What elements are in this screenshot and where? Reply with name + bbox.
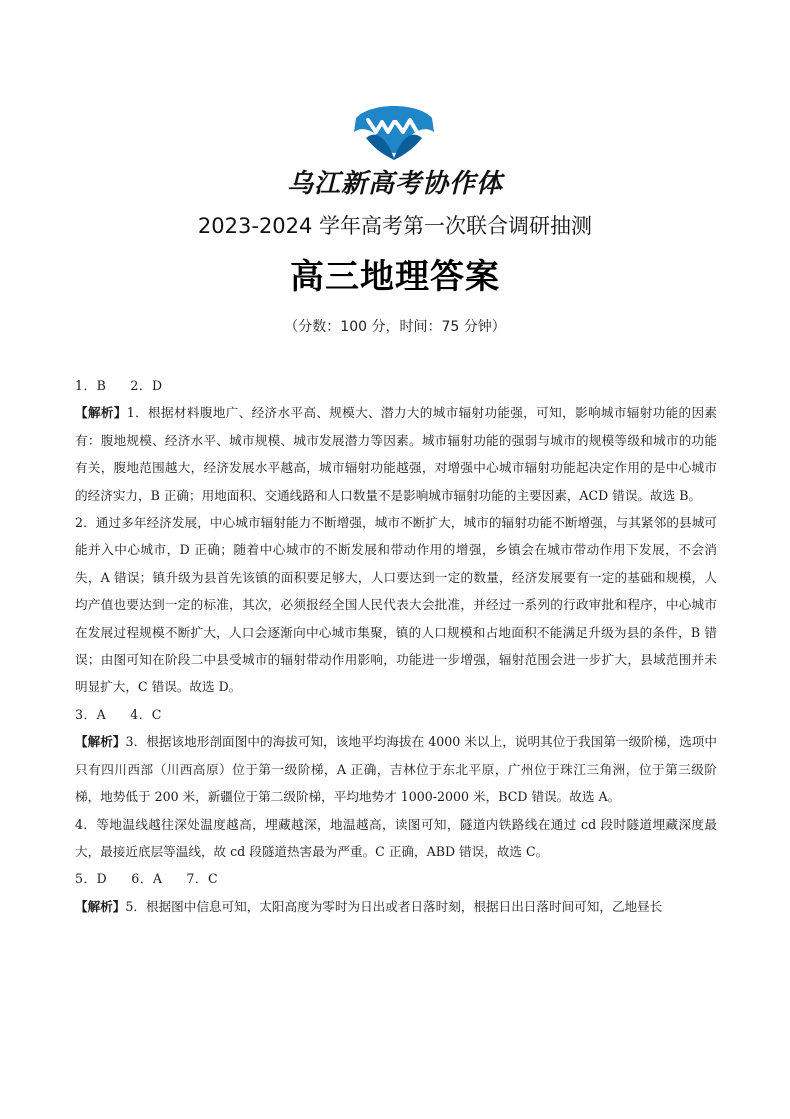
explanation-paragraph: 4．等地温线越往深处温度越高，埋藏越深，地温越高，读图可知，隧道内铁路线在通过 cd 段时隧道埋藏深度最大，最接近底层等温线，故 cd 段隧道热害最为严重。C 正确，ABD 错误，故选 C。 xyxy=(75,816,717,859)
answer-key-line xyxy=(75,865,717,892)
brand-name: 乌江新高考协作体 xyxy=(286,169,503,199)
answer-key-line xyxy=(75,372,717,399)
answer-content xyxy=(75,372,717,920)
answer-key: 3．A xyxy=(75,706,107,722)
answer-key: 5．D xyxy=(75,871,108,887)
answer-key: 7．C xyxy=(186,871,219,887)
explanation-text: 3．根据该地形剖面图中的海拔可知，该地平均海拔在 4000 米以上，说明其位于我国第一级阶梯，选项中只有四川西部（川西高原）位于第一级阶梯，A 正确，吉林位于东北平原，广州位于珠江三角洲，位于第三级阶梯，地势低于 200 米，新疆位于第二级阶梯，平均地势才 1000-2000 米，BCD 错误。故选 A。 xyxy=(75,734,717,805)
answer-key-line xyxy=(75,701,717,728)
explanation-paragraph xyxy=(75,893,717,920)
answer-key: 6．A xyxy=(131,871,163,887)
explanation-paragraph xyxy=(75,728,717,810)
page-title: 高三地理答案 xyxy=(290,257,500,297)
explanation-text: 5．根据图中信息可知，太阳高度为零时为日出或者日落时刻，根据日出日落时间可知，乙地昼长 xyxy=(125,898,663,914)
analysis-tag: 【解析】 xyxy=(75,898,126,914)
analysis-tag: 【解析】 xyxy=(75,405,127,421)
answer-key: 2．D xyxy=(130,378,163,393)
answer-key: 1．B xyxy=(75,378,107,393)
analysis-tag: 【解析】 xyxy=(75,734,126,750)
wujiang-logo-icon xyxy=(348,98,440,164)
explanation-paragraph: 2．通过多年经济发展，中心城市辐射能力不断增强，城市不断扩大，城市的辐射功能不断增强，与其紧邻的县城可能并入中心城市，D 正确；随着中心城市的不断发展和带动作用的增强，乡镇会在城市带动作用下发展，不会消失，A 错误；镇升级为县首先该镇的面积要足够大，人口要达到一定的数量，经济发展要有一定的基础和规模，人均产值也要达到一定的标准，其次，必须报经全国人民代表大会批准，并经过一系列的行政审批和程序，中心城市在发展过程规模不断扩大，人口会逐渐向中心城市集聚，镇的人口规模和占地面积不能满足升级为县的条件，B 错误；由图可知在阶段二中县受城市的辐射带动作用影响，功能进一步增强，辐射范围会进一步扩大，县域范围并未明显扩大，C 错误。故选 D。 xyxy=(75,515,717,695)
explanation-paragraph xyxy=(75,399,717,509)
exam-meta: （分数：100 分，时间：75 分钟） xyxy=(284,319,506,335)
answer-key: 4．C xyxy=(130,706,162,722)
exam-title: 2023-2024 学年高考第一次联合调研抽测 xyxy=(197,214,593,238)
explanation-text: 1．根据材料腹地广、经济水平高、规模大、潜力大的城市辐射功能强，可知，影响城市辐射功能的因素有：腹地规模、经济水平、城市规模、城市发展潜力等因素。城市辐射功能的强弱与城市的规模等级和城市的功能有关，腹地范围越大，经济发展水平越高，城市辐射功能越强，对增强中心城市辐射功能起决定作用的是中心城市的经济实力，B 正确；用地面积、交通线路和人口数量不是影响城市辐射功能的主要因素，ACD 错误。故选 B。 xyxy=(75,405,718,503)
